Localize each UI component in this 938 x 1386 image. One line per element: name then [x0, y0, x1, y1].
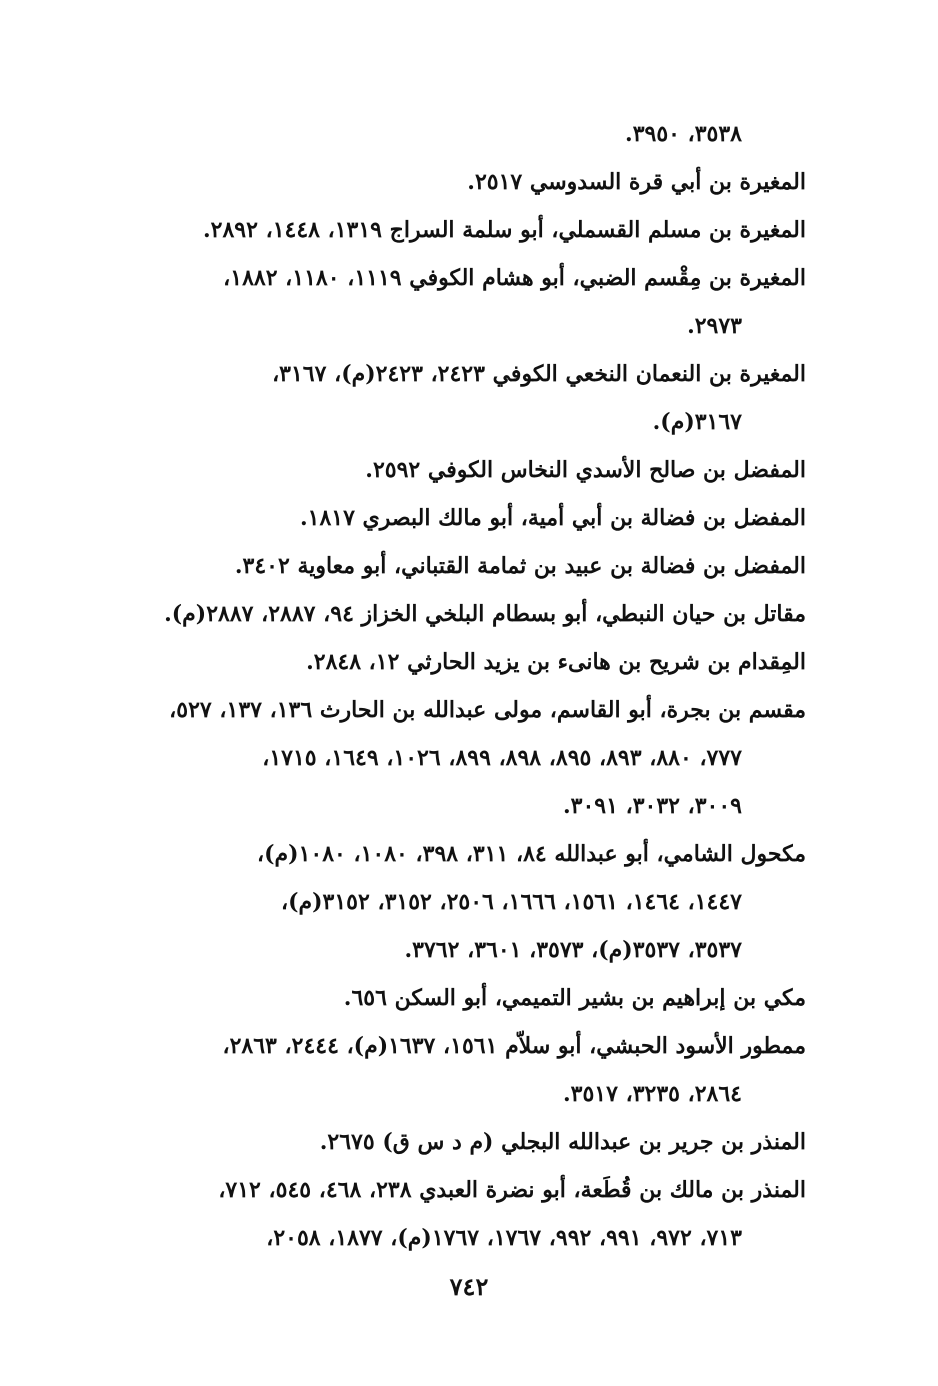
entry-first-line: المنذر بن مالك بن قُطَعة، أبو نضرة العبدي ٢٣٨، ٤٦٨، ٥٤٥، ٧١٢،	[218, 1177, 806, 1203]
index-entry	[100, 830, 806, 974]
entry-first-line: مقسم بن بجرة، أبو القاسم، مولى عبدالله بن الحارث ١٣٦، ١٣٧، ٥٢٧،	[169, 697, 806, 723]
index-entry	[100, 158, 806, 206]
entry-continuation-line: ٣١٦٧(م).	[652, 409, 742, 435]
index-entry	[100, 638, 806, 686]
entry-first-line: المغيرة بن مسلم القسملي، أبو سلمة السراج ١٣١٩، ١٤٤٨، ٢٨٩٢.	[202, 217, 806, 243]
index-entry	[100, 1022, 806, 1118]
entry-first-line: مقاتل بن حيان النبطي، أبو بسطام البلخي الخزاز ٩٤، ٢٨٨٧، ٢٨٨٧(م).	[164, 601, 806, 627]
entry-continuation-line: ٢٨٦٤، ٣٢٣٥، ٣٥١٧.	[563, 1081, 742, 1107]
page-number: ٧٤٢	[449, 1272, 489, 1301]
entry-continuation-line: ٣٥٣٨، ٣٩٥٠.	[625, 121, 742, 147]
index-entry	[100, 1118, 806, 1166]
index-entry	[100, 350, 806, 446]
entry-first-line: المفضل بن فضالة بن عبيد بن ثمامة القتباني، أبو معاوية ٣٤٠٢.	[234, 553, 806, 579]
entry-continuation-line: ١٤٤٧، ١٤٦٤، ١٥٦١، ١٦٦٦، ٢٥٠٦، ٣١٥٢، ٣١٥٢(م)،	[281, 889, 742, 915]
index-entry	[100, 1166, 806, 1262]
entry-first-line: المفضل بن فضالة بن أبي أمية، أبو مالك البصري ١٨١٧.	[299, 505, 806, 531]
index-entry	[100, 590, 806, 638]
entry-first-line: مكحول الشامي، أبو عبدالله ٨٤، ٣١١، ٣٩٨، ١٠٨٠، ١٠٨٠(م)،	[257, 841, 806, 867]
index-entry	[100, 542, 806, 590]
index-entry	[100, 446, 806, 494]
index-entry	[100, 974, 806, 1022]
entry-first-line: المِقدام بن شريح بن هانىء بن يزيد الحارثي ١٢، ٢٨٤٨.	[306, 649, 806, 675]
index-entry	[100, 110, 806, 158]
index-entry	[100, 686, 806, 830]
entry-continuation-line: ٢٩٧٣.	[687, 313, 742, 339]
index-entry	[100, 206, 806, 254]
entry-continuation-line: ٧٧٧، ٨٨٠، ٨٩٣، ٨٩٥، ٨٩٨، ٨٩٩، ١٠٢٦، ١٦٤٩، ١٧١٥،	[262, 745, 742, 771]
entry-first-line: المغيرة بن أبي قرة السدوسي ٢٥١٧.	[467, 169, 806, 195]
entry-first-line: ممطور الأسود الحبشي، أبو سلاّم ١٥٦١، ١٦٣٧(م)، ٢٤٤٤، ٢٨٦٣،	[222, 1033, 806, 1059]
entry-continuation-line: ٣٠٠٩، ٣٠٣٢، ٣٠٩١.	[563, 793, 742, 819]
entry-first-line: المنذر بن جرير بن عبدالله البجلي (م د س ق) ٢٦٧٥.	[319, 1129, 806, 1155]
entry-first-line: المفضل بن صالح الأسدي النخاس الكوفي ٢٥٩٢.	[365, 457, 806, 483]
index-entry	[100, 494, 806, 542]
index-entry	[100, 254, 806, 350]
index-entries	[100, 110, 806, 1262]
entry-first-line: مكي بن إبراهيم بن بشير التميمي، أبو السكن ٦٥٦.	[343, 985, 806, 1011]
entry-continuation-line: ٣٥٣٧، ٣٥٣٧(م)، ٣٥٧٣، ٣٦٠١، ٣٧٦٢.	[404, 937, 742, 963]
entry-first-line: المغيرة بن مِقْسم الضبي، أبو هشام الكوفي ١١١٩، ١١٨٠، ١٨٨٢،	[223, 265, 806, 291]
entry-first-line: المغيرة بن النعمان النخعي الكوفي ٢٤٢٣، ٢٤٢٣(م)، ٣١٦٧،	[272, 361, 806, 387]
entry-continuation-line: ٧١٣، ٩٧٢، ٩٩١، ٩٩٢، ١٧٦٧، ١٧٦٧(م)، ١٨٧٧، ٢٠٥٨،	[266, 1225, 742, 1251]
